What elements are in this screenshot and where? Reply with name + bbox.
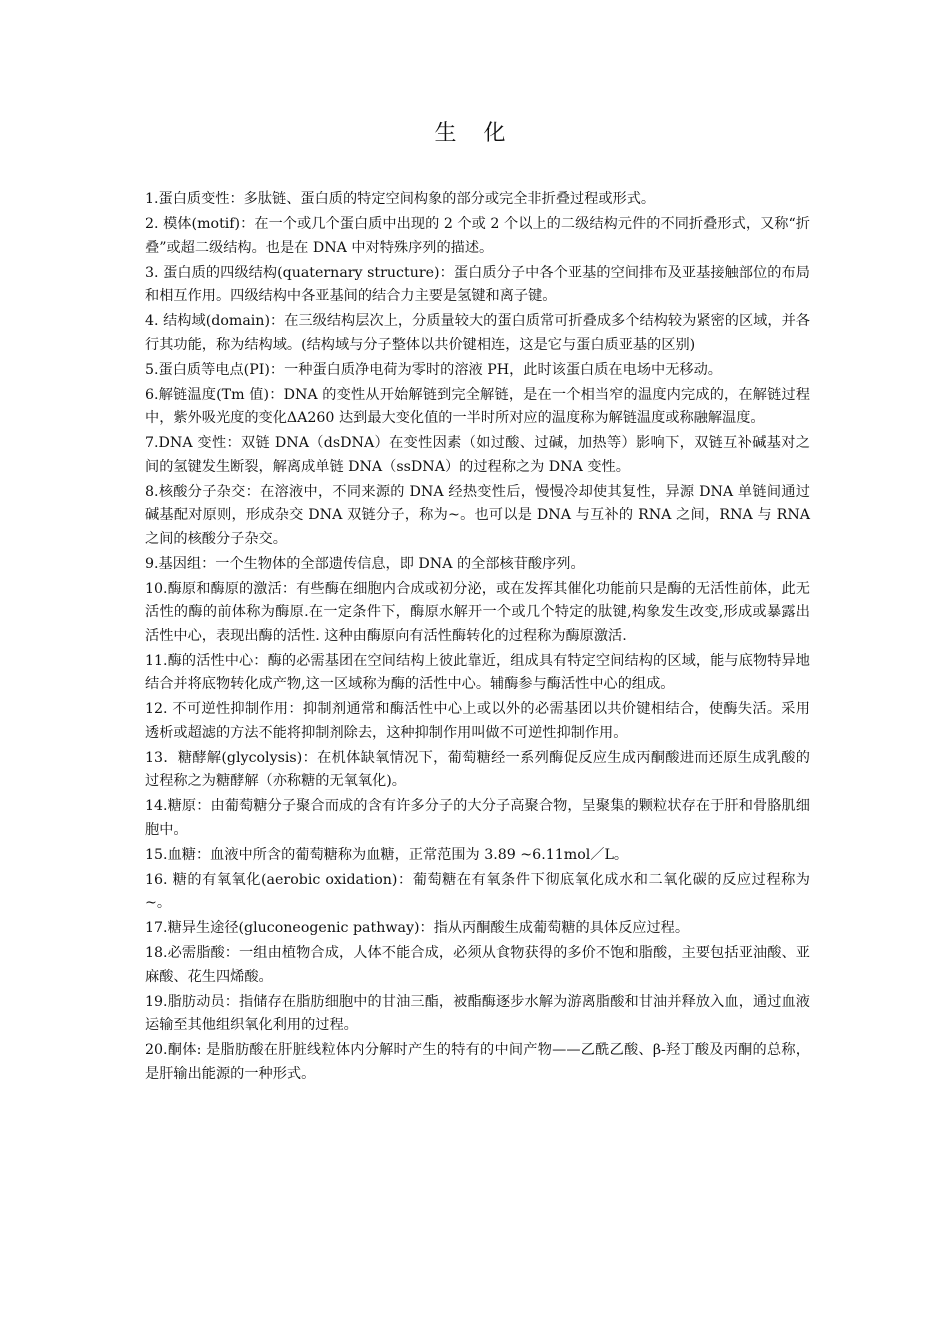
glossary-list [145,188,810,1088]
glossary-entry: 18.必需脂酸：一组由植物合成，人体不能合成，必须从食物获得的多价不饱和脂酸，主要包括亚油酸、亚麻酸、花生四烯酸。 [145,945,810,985]
glossary-entry: 1.蛋白质变性：多肽链、蛋白质的特定空间构象的部分或完全非折叠过程或形式。 [145,191,656,207]
glossary-entry: 10.酶原和酶原的激活：有些酶在细胞内合成或初分泌，或在发挥其催化功能前只是酶的无活性前体，此无活性的酶的前体称为酶原.在一定条件下，酶原水解开一个或几个特定的肽键,构象发生改变,形成或暴露出活性中心，表现出酶的活性. 这种由酶原向有活性酶转化的过程称为酶原激活. [145,580,810,644]
glossary-entry: 12. 不可逆性抑制作用：抑制剂通常和酶活性中心上或以外的必需基团以共价键相结合，使酶失活。采用透析或超滤的方法不能将抑制剂除去，这种抑制作用叫做不可逆性抑制作用。 [145,701,810,741]
glossary-entry: 20.酮体: 是脂肪酸在肝脏线粒体内分解时产生的特有的中间产物——乙酰乙酸、β-羟丁酸及丙酮的总称，是肝输出能源的一种形式。 [145,1042,810,1082]
glossary-entry: 5.蛋白质等电点(PI)：一种蛋白质净电荷为零时的溶液 PH，此时该蛋白质在电场中无移动。 [145,361,722,378]
glossary-entry: 13．糖酵解(glycolysis)：在机体缺氧情况下，葡萄糖经一系列酶促反应生成丙酮酸进而还原生成乳酸的过程称之为糖酵解（亦称糖的无氧氧化)。 [145,749,810,789]
glossary-entry: 2. 模体(motif)：在一个或几个蛋白质中出现的 2 个或 2 个以上的二级结构元件的不同折叠形式，又称“折叠”或超二级结构。也是在 DNA 中对特殊序列的描述。 [145,216,810,256]
glossary-entry: 3. 蛋白质的四级结构(quaternary structure)：蛋白质分子中各个亚基的空间排布及亚基接触部位的布局和相互作用。四级结构中各亚基间的结合力主要是氢键和离子键。 [145,264,810,304]
glossary-entry: 9.基因组：一个生物体的全部遗传信息，即 DNA 的全部核苷酸序列。 [145,555,585,572]
glossary-entry: 8.核酸分子杂交：在溶液中，不同来源的 DNA 经热变性后，慢慢冷却使其复性，异源 DNA 单链间通过碱基配对原则，形成杂交 DNA 双链分子，称为~。也可以是 DNA 与互补的 RNA 之间，RNA 与 RNA 之间的核酸分子杂交。 [145,483,810,547]
glossary-entry: 11.酶的活性中心：酶的必需基团在空间结构上彼此靠近，组成具有特定空间结构的区域，能与底物特异地结合并将底物转化成产物,这一区域称为酶的活性中心。辅酶参与酶活性中心的组成。 [145,652,810,692]
glossary-entry: 16. 糖的有氧氧化(aerobic oxidation)：葡萄糖在有氧条件下彻底氧化成水和二氧化碳的反应过程称为~。 [145,871,810,911]
glossary-entry: 6.解链温度(Tm 值)：DNA 的变性从开始解链到完全解链，是在一个相当窄的温度内完成的，在解链过程中，紫外吸光度的变化ΔA260 达到最大变化值的一半时所对应的温度称为解链温度或称融解温度。 [145,386,810,426]
glossary-entry: 14.糖原：由葡萄糖分子聚合而成的含有许多分子的大分子高聚合物，呈聚集的颗粒状存在于肝和骨胳肌细胞中。 [145,798,810,838]
glossary-entry: 17.糖异生途径(gluconeogenic pathway)：指从丙酮酸生成葡萄糖的具体反应过程。 [145,920,690,936]
glossary-entry: 4. 结构域(domain)：在三级结构层次上，分质量较大的蛋白质常可折叠成多个结构较为紧密的区域，并各行其功能，称为结构域。(结构域与分子整体以共价键相连，这是它与蛋白质亚基的区别) [145,313,810,353]
glossary-entry: 15.血糖：血液中所含的葡萄糖称为血糖，正常范围为 3.89 ~6.11mol／L。 [145,846,629,863]
glossary-entry: 7.DNA 变性：双链 DNA（dsDNA）在变性因素（如过酸、过碱，加热等）影响下，双链互补碱基对之间的氢键发生断裂，解离成单链 DNA（ssDNA）的过程称之为 DNA 变性。 [145,435,810,475]
glossary-entry: 19.脂肪动员：指储存在脂肪细胞中的甘油三酯，被酯酶逐步水解为游离脂酸和甘油并释放入血，通过血液运输至其他组织氧化利用的过程。 [145,993,810,1033]
page-title: 生 化 [434,121,516,146]
